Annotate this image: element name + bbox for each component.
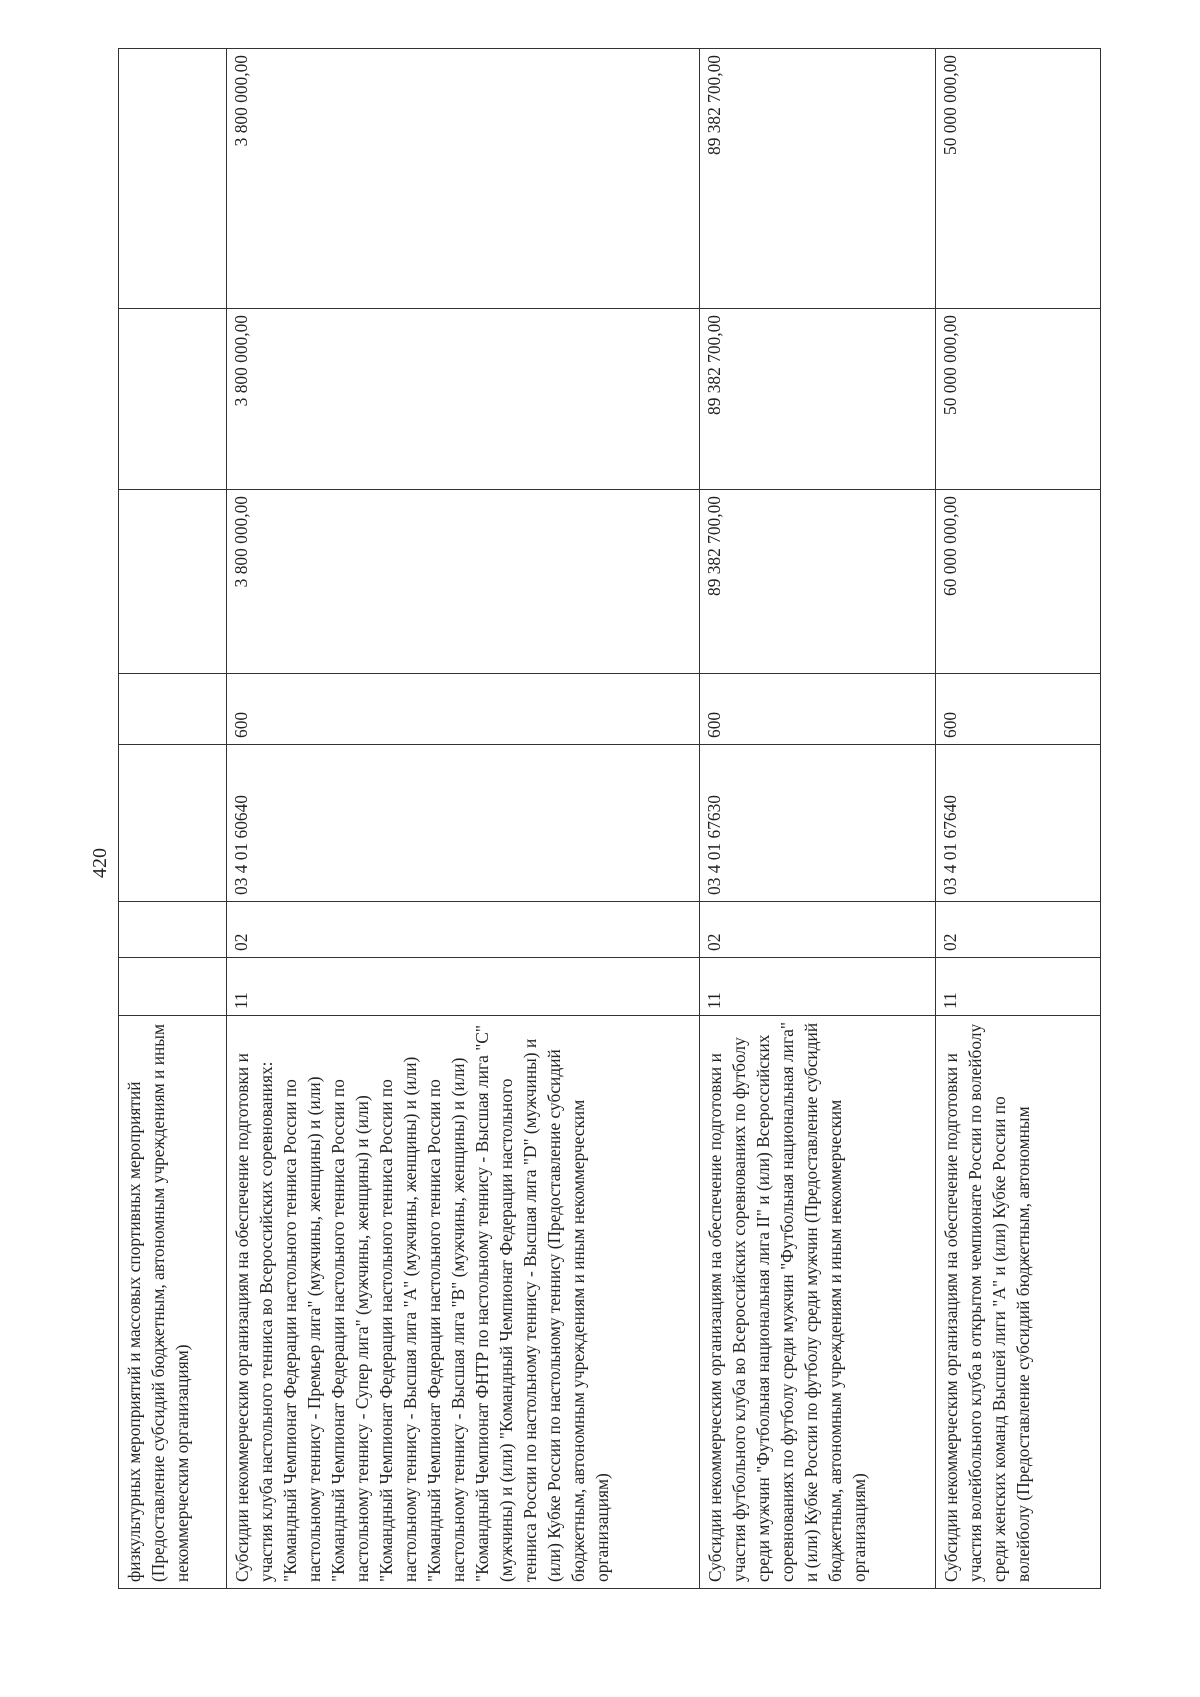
row-description: Субсидии некоммерческим организациям на обеспечение подготовки и участия футбольного клуба во Всероссийских соревнованиях по футболу среди мужчин "Футбольная национальная лига II" и (или) Всероссийских соревнованиях по футболу среди мужчин "Футбольная национальная лига" и (или) Кубке России по футболу среди мужчин (Предоставление субсидий бюджетным, автономным учреждениям и иным некоммерческим организациям) — [700, 1016, 936, 1589]
rotated-page-content — [118, 49, 1100, 1589]
cell-vr: 600 — [700, 674, 936, 745]
cell-rz: 11 — [700, 958, 936, 1016]
cell-rz — [119, 958, 227, 1016]
cell-sum-1: 89 382 700,00 — [700, 490, 936, 674]
cell-sum-3: 89 382 700,00 — [700, 49, 936, 309]
table-row — [227, 49, 700, 1589]
cell-vr — [119, 674, 227, 745]
cell-rz: 11 — [936, 958, 1101, 1016]
row-description: Субсидии некоммерческим организациям на обеспечение подготовки и участия волейбольного клуба в открытом чемпионате России по волейболу среди женских команд Высшей лиги "А" и (или) Кубке России по волейболу (Предоставление субсидий бюджетным, автономным — [936, 1016, 1101, 1589]
cell-pr: 02 — [700, 902, 936, 958]
cell-sum-2: 3 800 000,00 — [227, 309, 700, 490]
cell-sum-1: 3 800 000,00 — [227, 490, 700, 674]
cell-csr: 03 4 01 60640 — [227, 745, 700, 902]
cell-sum-2: 89 382 700,00 — [700, 309, 936, 490]
cell-sum-3: 50 000 000,00 — [936, 49, 1101, 309]
cell-vr: 600 — [227, 674, 700, 745]
row-description: Субсидии некоммерческим организациям на обеспечение подготовки и участия клуба настольного тенниса во Всероссийских соревнованиях: "Командный Чемпионат Федерации настольного тенниса России по настольному теннису - Премьер лига" (мужчины, женщины) и (или) "Командный Чемпионат Федерации настольного тенниса России по настольному теннису - Супер лига" (мужчины, женщины) и (или) "Командный Чемпионат Федерации настольного тенниса России по настольному теннису - Высшая лига "А" (мужчины, женщины) и (или) "Командный Чемпионат Федерации настольного тенниса России по настольному теннису - Высшая лига "В" (мужчины, женщины) и (или) "Командный Чемпионат ФНТР по настольному теннису - Высшая лига "С" (мужчины) и (или) "Командный Чемпионат Федерации настольного тенниса России по настольному теннису - Высшая лига "D" (мужчины) и (или) Кубке России по настольному теннису (Предоставление субсидий бюджетным, автономным учреждениям и иным некоммерческим организациям) — [227, 1016, 700, 1589]
cell-sum-3 — [119, 49, 227, 309]
cell-pr: 02 — [936, 902, 1101, 958]
cell-sum-3: 3 800 000,00 — [227, 49, 700, 309]
cell-csr: 03 4 01 67630 — [700, 745, 936, 902]
cell-sum-2: 50 000 000,00 — [936, 309, 1101, 490]
cell-pr: 02 — [227, 902, 700, 958]
cell-sum-1 — [119, 490, 227, 674]
page-number: 420 — [89, 848, 111, 878]
table-row — [119, 49, 227, 1589]
cell-sum-2 — [119, 309, 227, 490]
cell-rz: 11 — [227, 958, 700, 1016]
budget-table — [118, 48, 1101, 1589]
table-row — [936, 49, 1101, 1589]
cell-csr: 03 4 01 67640 — [936, 745, 1101, 902]
cell-pr — [119, 902, 227, 958]
cell-vr: 600 — [936, 674, 1101, 745]
cell-csr — [119, 745, 227, 902]
cell-sum-1: 60 000 000,00 — [936, 490, 1101, 674]
table-row — [700, 49, 936, 1589]
row-description: физкультурных мероприятий и массовых спортивных мероприятий (Предоставление субсидий бюджетным, автономным учреждениям и иным некоммерческим организациям) — [119, 1016, 227, 1589]
